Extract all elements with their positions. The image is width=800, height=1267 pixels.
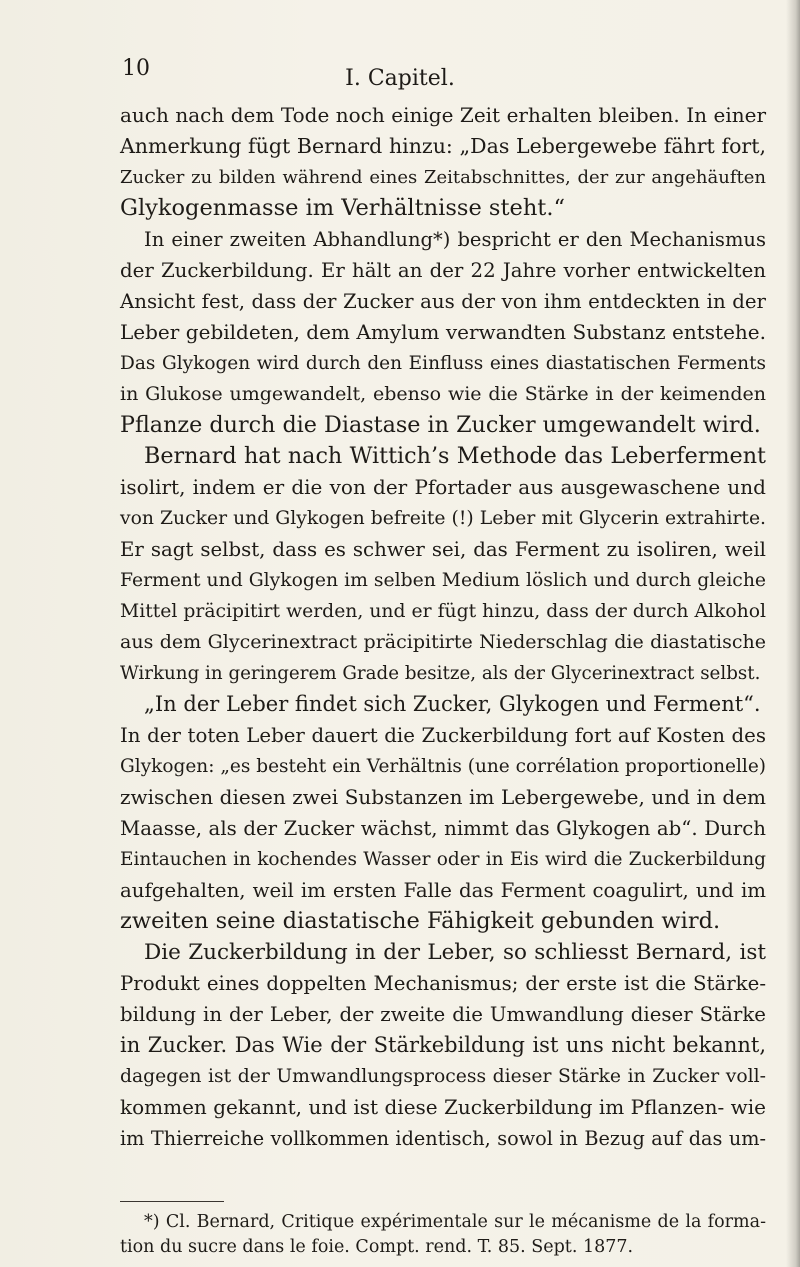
text-line: zweiten seine diastatische Fähigkeit gebunden wird. <box>120 908 721 934</box>
text-line: Das Glykogen wird durch den Einfluss eines diastatischen Ferments <box>120 353 766 374</box>
text-line: der Zuckerbildung. Er hält an der 22 Jahre vorher entwickelten <box>120 259 766 282</box>
text-line: im Thierreiche vollkommen identisch, sowol in Bezug auf das um- <box>120 1127 766 1150</box>
text-line: Anmerkung fügt Bernard hinzu: „Das Lebergewebe fährt fort, <box>120 134 766 158</box>
text-line: von Zucker und Glykogen befreite (!) Leber mit Glycerin extrahirte. <box>120 508 766 529</box>
body-text <box>120 100 766 1154</box>
page-edge-shadow <box>786 0 800 1267</box>
text-line: Zucker zu bilden während eines Zeitabschnittes, der zur angehäuften <box>120 167 766 188</box>
footnote-divider <box>120 1201 224 1202</box>
text-line: Eintauchen in kochendes Wasser oder in Eis wird die Zuckerbildung <box>120 849 766 870</box>
text-line: Leber gebildeten, dem Amylum verwandten Substanz entstehe. <box>120 320 766 344</box>
text-line: bildung in der Leber, der zweite die Umwandlung dieser Stärke <box>120 1003 766 1026</box>
text-line: Glykogen: „es besteht ein Verhältnis (une corrélation proportionelle) <box>120 756 766 777</box>
text-line: kommen gekannt, und ist diese Zuckerbildung im Pflanzen- wie <box>120 1095 766 1119</box>
page-number: 10 <box>122 56 150 81</box>
text-line: aufgehalten, weil im ersten Falle das Ferment coagulirt, und im <box>120 879 766 902</box>
text-line: Pflanze durch die Diastase in Zucker umgewandelt wird. <box>120 412 761 438</box>
footnote-line: tion du sucre dans le foie. Compt. rend. T. 85. Sept. 1877. <box>120 1237 634 1257</box>
text-line: in Glukose umgewandelt, ebenso wie die Stärke in der keimenden <box>120 383 766 405</box>
text-line: Glykogenmasse im Verhältnisse steht.“ <box>120 195 566 221</box>
text-line: in Zucker. Das Wie der Stärkebildung ist uns nicht bekannt, <box>120 1033 766 1057</box>
text-line: isolirt, indem er die von der Pfortader aus ausgewaschene und <box>120 475 766 499</box>
text-line: Ferment und Glykogen im selben Medium löslich und durch gleiche <box>120 570 766 591</box>
text-line: Wirkung in geringerem Grade besitze, als der Glycerinextract selbst. <box>120 663 761 684</box>
text-line: aus dem Glycerinextract präcipitirte Niederschlag die diastatische <box>120 631 766 653</box>
paragraph-start-line: Die Zuckerbildung in der Leber, so schliesst Bernard, ist <box>144 940 766 965</box>
running-title: I. Capitel. <box>345 66 455 91</box>
text-line: Mittel präcipitirt werden, und er fügt hinzu, dass der durch Alkohol <box>120 601 766 622</box>
text-line: Ansicht fest, dass der Zucker aus der von ihm entdeckten in der <box>120 290 766 313</box>
text-line: Er sagt selbst, dass es schwer sei, das Ferment zu isoliren, weil <box>120 538 766 561</box>
footnote <box>120 1210 766 1260</box>
paragraph-start-line: Bernard hat nach Wittich’s Methode das Leberferment <box>144 443 766 469</box>
paragraph-start-line: „In der Leber findet sich Zucker, Glykogen und Ferment“. <box>144 692 761 716</box>
text-line: Maasse, als der Zucker wächst, nimmt das Glykogen ab“. Durch <box>120 817 766 840</box>
text-line: Produkt eines doppelten Mechanismus; der erste ist die Stärke- <box>120 972 766 995</box>
text-line: zwischen diesen zwei Substanzen im Lebergewebe, und in dem <box>120 785 766 809</box>
text-line: auch nach dem Tode noch einige Zeit erhalten bleiben. In einer <box>120 103 766 127</box>
text-line: In der toten Leber dauert die Zuckerbildung fort auf Kosten des <box>120 724 766 747</box>
footnote-line: *) Cl. Bernard, Critique expérimentale sur le mécanisme de la forma- <box>144 1212 766 1232</box>
paragraph-start-line: In einer zweiten Abhandlung*) bespricht er den Mechanismus <box>144 228 766 251</box>
text-line: dagegen ist der Umwandlungsprocess dieser Stärke in Zucker voll- <box>120 1066 766 1087</box>
